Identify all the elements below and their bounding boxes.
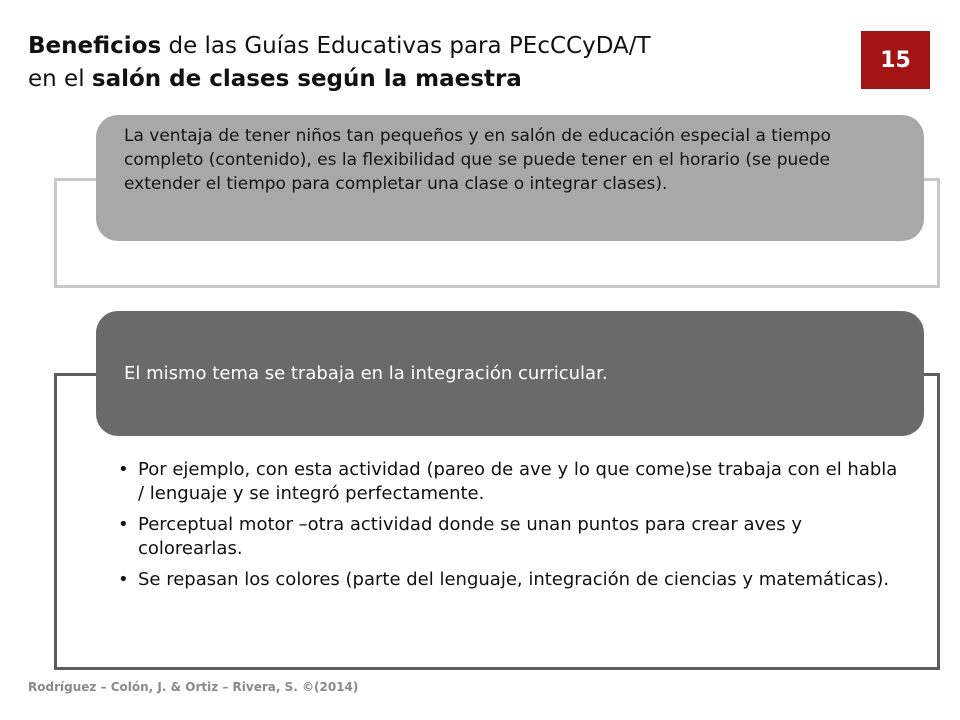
advantage-box: La ventaja de tener niños tan pequeños y en salón de educación especial a tiempo completo (contenido), es la flexibilidad que se puede tener en el horario (se puede extender el tiempo para completar una clase o integrar clases). <box>96 115 924 241</box>
title-bold-beneficios: Beneficios <box>28 33 162 59</box>
title-text-line2: en el <box>28 66 92 92</box>
examples-list <box>112 458 902 599</box>
title-text-line1: de las Guías Educativas para PEcCCyDA/T <box>161 33 651 59</box>
bullet-icon: • <box>118 569 129 590</box>
title-bold-salon: salón de clases según la maestra <box>91 66 522 92</box>
integration-heading-text: El mismo tema se trabaja en la integración curricular. <box>124 363 608 384</box>
list-item <box>112 458 902 506</box>
list-item-text: Perceptual motor –otra actividad donde se unan puntos para crear aves y colorearlas. <box>138 514 802 559</box>
list-item <box>112 568 902 592</box>
bullet-icon: • <box>118 459 129 480</box>
list-item-text: Por ejemplo, con esta actividad (pareo de ave y lo que come)se trabaja con el habla / lenguaje y se integró perfectamente. <box>138 459 898 504</box>
list-item <box>112 513 902 561</box>
slide-title <box>28 30 828 96</box>
list-item-text: Se repasan los colores (parte del lenguaje, integración de ciencias y matemáticas). <box>138 569 890 590</box>
page-number-badge: 15 <box>861 31 930 89</box>
bullet-icon: • <box>118 514 129 535</box>
footer-citation: Rodríguez – Colón, J. & Ortiz – Rivera, S. ©(2014) <box>28 680 359 694</box>
integration-heading-box <box>96 311 924 436</box>
